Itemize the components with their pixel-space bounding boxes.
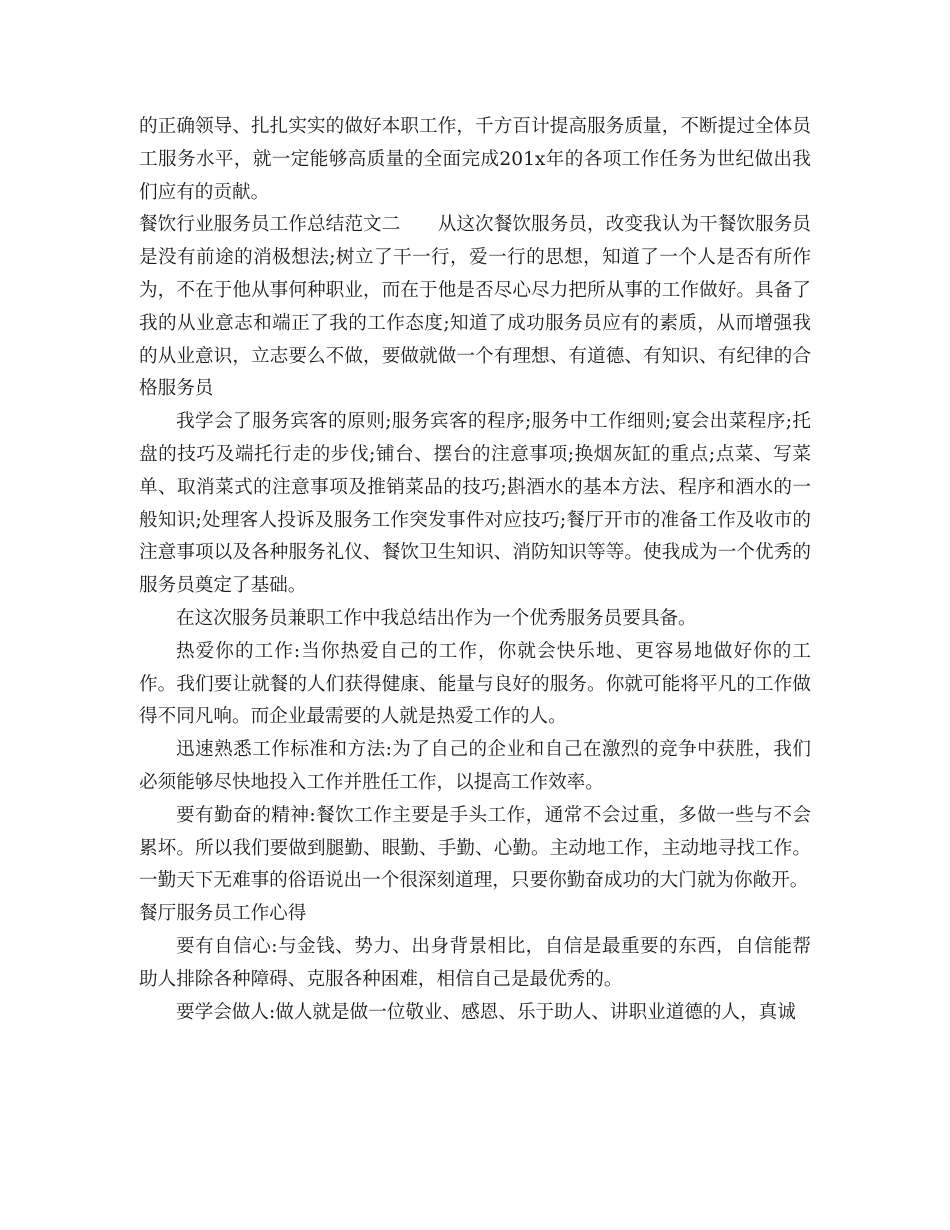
paragraph-9: 要有自信心:与金钱、势力、出身背景相比，自信是最重要的东西，自信能帮助人排除各种障碍、克服各种困难，相信自己是最优秀的。	[139, 935, 811, 990]
paragraph-7: 要有勤奋的精神:餐饮工作主要是手头工作，通常不会过重，多做一些与不会累坏。所以我们要做到腿勤、眼勤、手勤、心勤。主动地工作，主动地寻找工作。一勤天下无难事的俗语说出一个很深刻道理，只要你勤奋成功的大门就为你敞开。	[139, 804, 811, 892]
document-body	[139, 111, 811, 1029]
paragraph-3: 我学会了服务宾客的原则;服务宾客的程序;服务中工作细则;宴会出菜程序;托盘的技巧及端托行走的步伐;铺台、摆台的注意事项;换烟灰缸的重点;点菜、写菜单、取消菜式的注意事项及推销菜品的技巧;斟酒水的基本方法、程序和酒水的一般知识;处理客人投诉及服务工作突发事件对应技巧;餐厅开市的准备工作及收市的注意事项以及各种服务礼仪、餐饮卫生知识、消防知识等等。使我成为一个优秀的服务员奠定了基础。	[139, 411, 811, 597]
section-heading: 餐厅服务员工作心得	[139, 903, 307, 925]
paragraph-10: 要学会做人:做人就是做一位敬业、感恩、乐于助人、讲职业道德的人，真诚	[176, 1001, 796, 1023]
paragraph-6: 迅速熟悉工作标准和方法:为了自己的企业和自己在激烈的竞争中获胜，我们必须能够尽快地投入工作并胜任工作，以提高工作效率。	[139, 739, 811, 793]
paragraph-1: 的正确领导、扎扎实实的做好本职工作，千方百计提高服务质量，不断提过全体员工服务水平，就一定能够高质量的全面完成201x年的各项工作任务为世纪做出我们应有的贡献。	[139, 116, 811, 203]
paragraph-4: 在这次服务员兼职工作中我总结出作为一个优秀服务员要具备。	[176, 607, 697, 629]
paragraph-2: 餐饮行业服务员工作总结范文二 从这次餐饮服务员，改变我认为干餐饮服务员是没有前途的消极想法;树立了干一行，爱一行的思想，知道了一个人是否有所作为，不在于他从事何种职业，而在于他是否尽心尽力把所从事的工作做好。具备了我的从业意志和端正了我的工作态度;知道了成功服务员应有的素质，从而增强我的从业意识，立志要么不做，要做就做一个有理想、有道德、有知识、有纪律的合格服务员	[139, 214, 811, 400]
paragraph-5: 热爱你的工作:当你热爱自己的工作，你就会快乐地、更容易地做好你的工作。我们要让就餐的人们获得健康、能量与良好的服务。你就可能将平凡的工作做得不同凡响。而企业最需要的人就是热爱工作的人。	[139, 640, 811, 728]
